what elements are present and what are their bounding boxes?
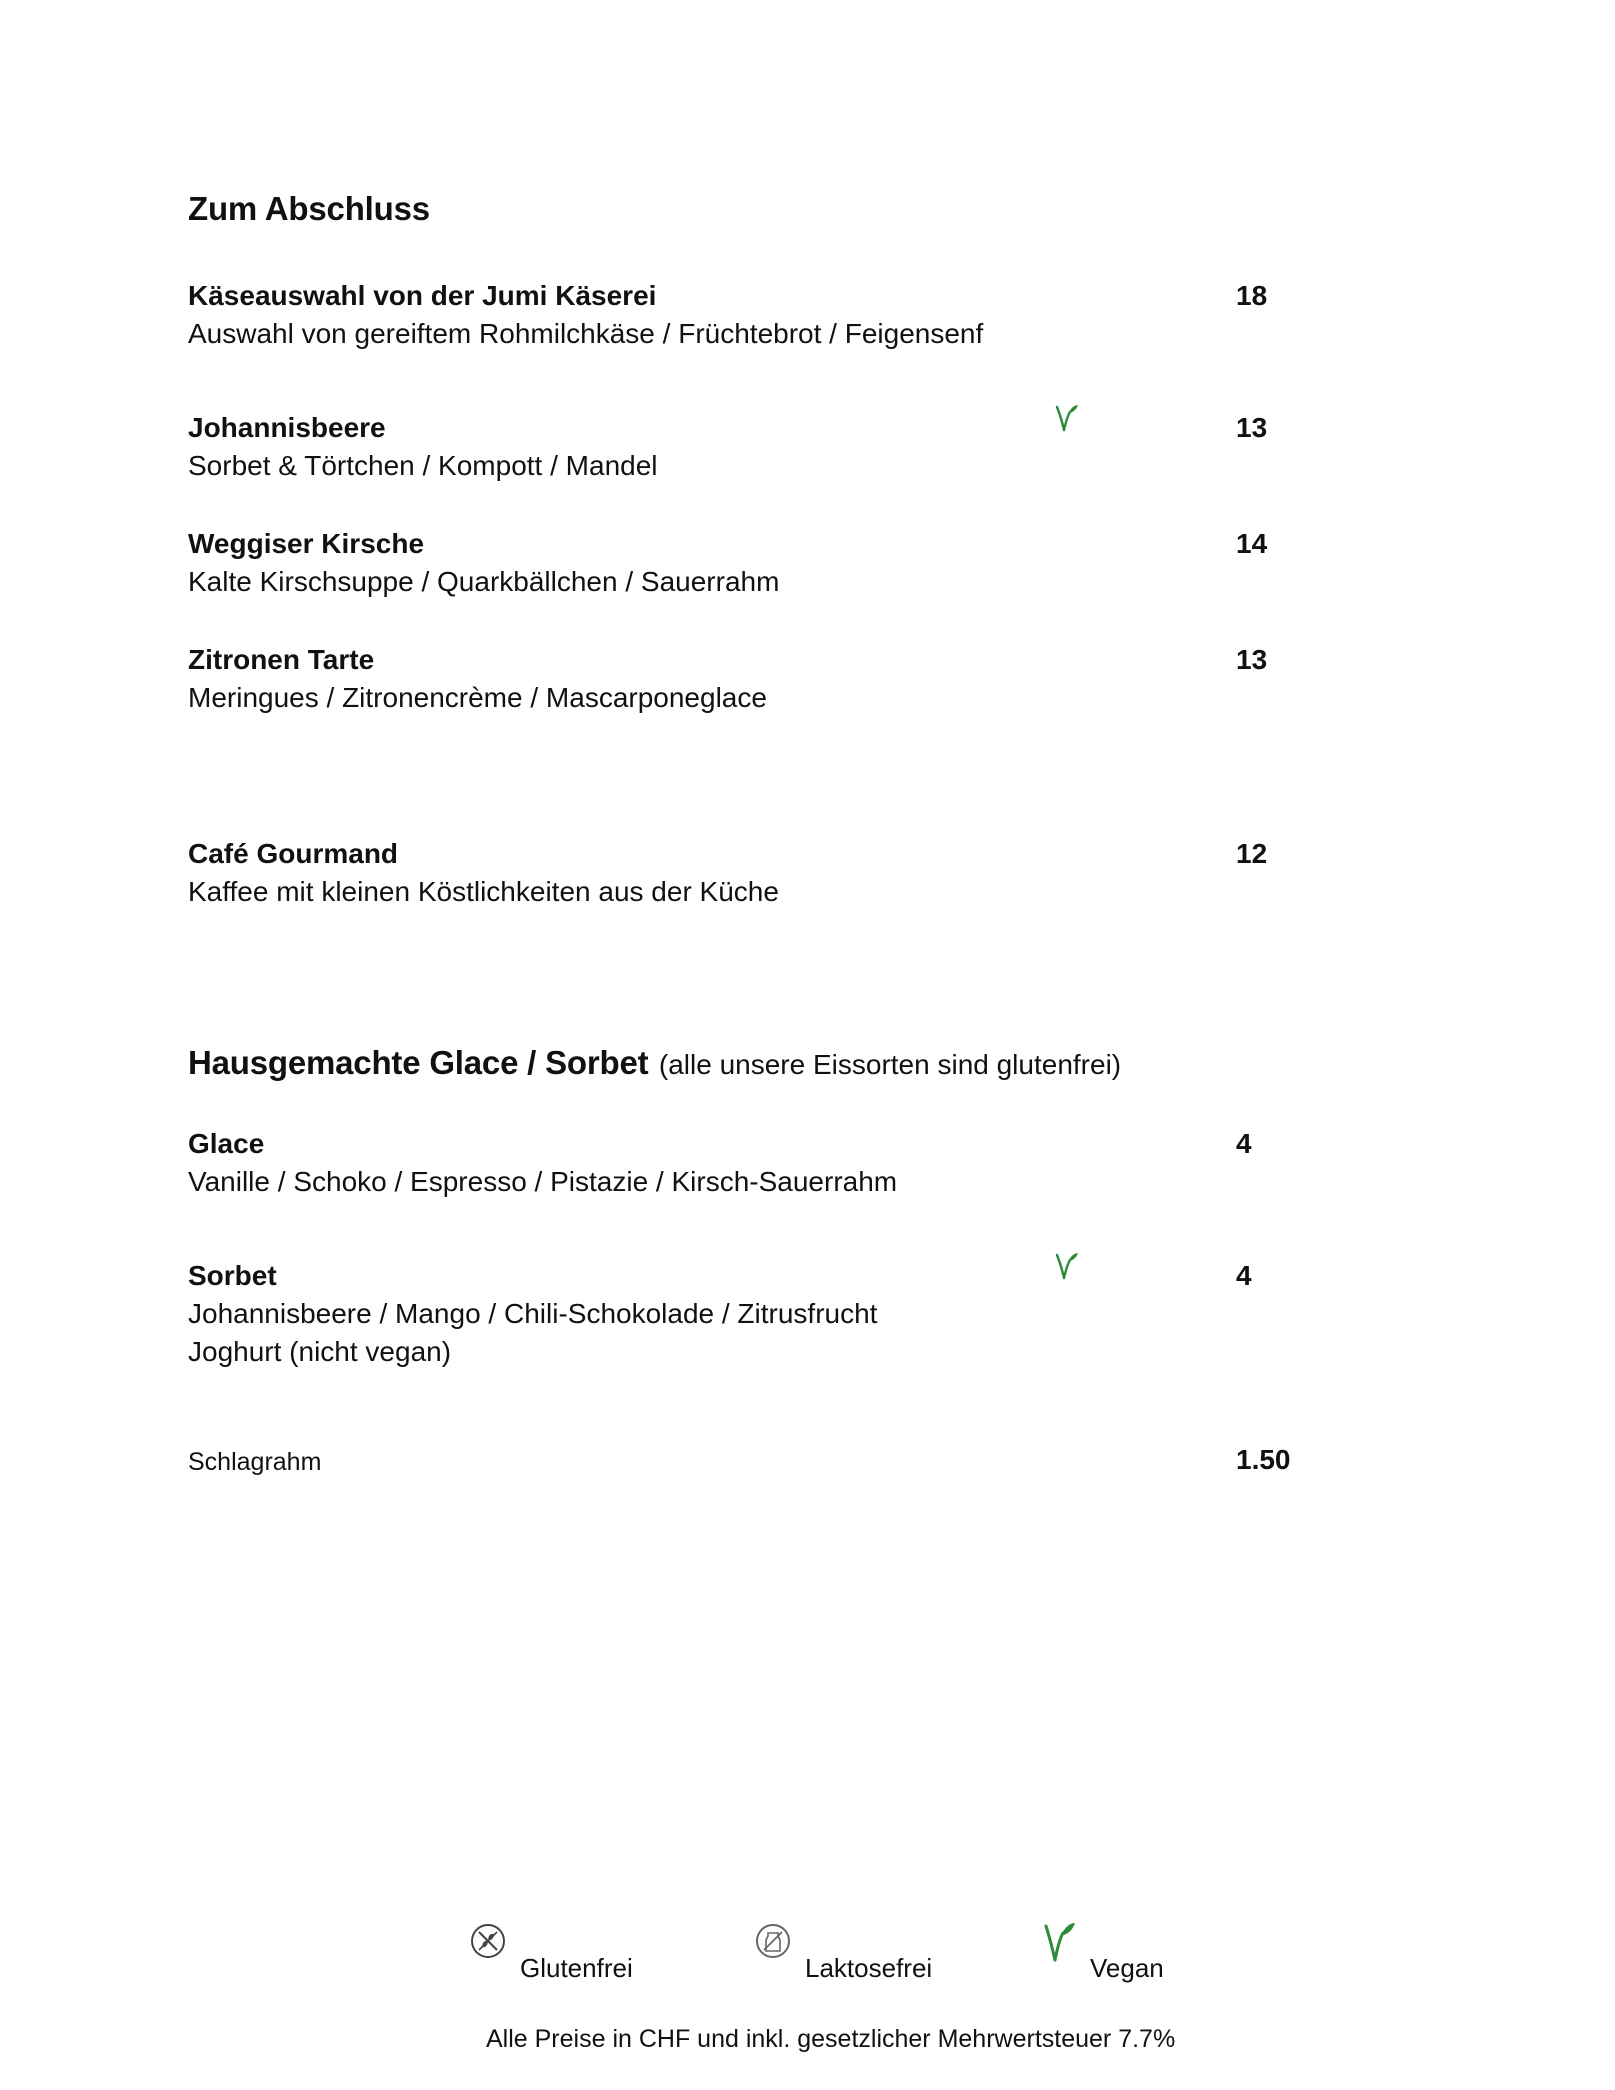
menu-item-name: Johannisbeere	[188, 412, 386, 443]
menu-item-price: 4	[1236, 1128, 1252, 1159]
menu-item-description: Sorbet & Törtchen / Kompott / Mandel	[188, 450, 658, 481]
extra-item-name: Schlagrahm	[188, 1448, 322, 1476]
gluten-free-icon	[470, 1923, 506, 1959]
menu-item-name: Weggiser Kirsche	[188, 528, 425, 559]
menu-item-name: Käseauswahl von der Jumi Käserei	[188, 280, 657, 311]
legend-label: Glutenfrei	[520, 1953, 633, 1983]
section-title-abschluss: Zum Abschluss	[188, 190, 430, 227]
menu-item-description: Vanille / Schoko / Espresso / Pistazie / Kirsch-Sauerrahm	[188, 1166, 898, 1197]
menu-item-name: Glace	[188, 1128, 265, 1159]
menu-item-name: Café Gourmand	[188, 838, 399, 869]
menu-item-price: 18	[1236, 280, 1268, 311]
vegan-icon	[1043, 1920, 1077, 1964]
section-title-glace: Hausgemachte Glace / Sorbet	[188, 1044, 649, 1081]
menu-item-name: Zitronen Tarte	[188, 644, 375, 675]
section-heading-glace	[188, 1044, 1121, 1082]
legend-label: Laktosefrei	[805, 1953, 933, 1983]
vegan-icon	[1055, 403, 1079, 433]
menu-item-description: Kaffee mit kleinen Köstlichkeiten aus der Küche	[188, 876, 779, 907]
menu-item-price: 13	[1236, 644, 1268, 675]
menu-item-price: 14	[1236, 528, 1268, 559]
section-note: (alle unsere Eissorten sind glutenfrei)	[658, 1049, 1122, 1080]
menu-item-price: 4	[1236, 1260, 1252, 1291]
menu-item-name: Sorbet	[188, 1260, 277, 1291]
extra-item-price: 1.50	[1236, 1444, 1291, 1475]
menu-item-description: Meringues / Zitronencrème / Mascarponeglace	[188, 682, 767, 713]
menu-item-description: Kalte Kirschsuppe / Quarkbällchen / Sauerrahm	[188, 566, 780, 597]
menu-item-price: 13	[1236, 412, 1268, 443]
menu-item-description: Auswahl von gereiftem Rohmilchkäse / Früchtebrot / Feigensenf	[188, 318, 984, 349]
menu-item-description: Johannisbeere / Mango / Chili-Schokolade / Zitrusfrucht	[188, 1298, 878, 1329]
lactose-free-icon	[755, 1923, 791, 1959]
vegan-icon	[1055, 1251, 1079, 1281]
price-footnote: Alle Preise in CHF und inkl. gesetzlicher Mehrwertsteuer 7.7%	[486, 2025, 1176, 2053]
menu-item-price: 12	[1236, 838, 1268, 869]
menu-item-description: Joghurt (nicht vegan)	[188, 1336, 452, 1367]
legend-label: Vegan	[1090, 1953, 1164, 1983]
